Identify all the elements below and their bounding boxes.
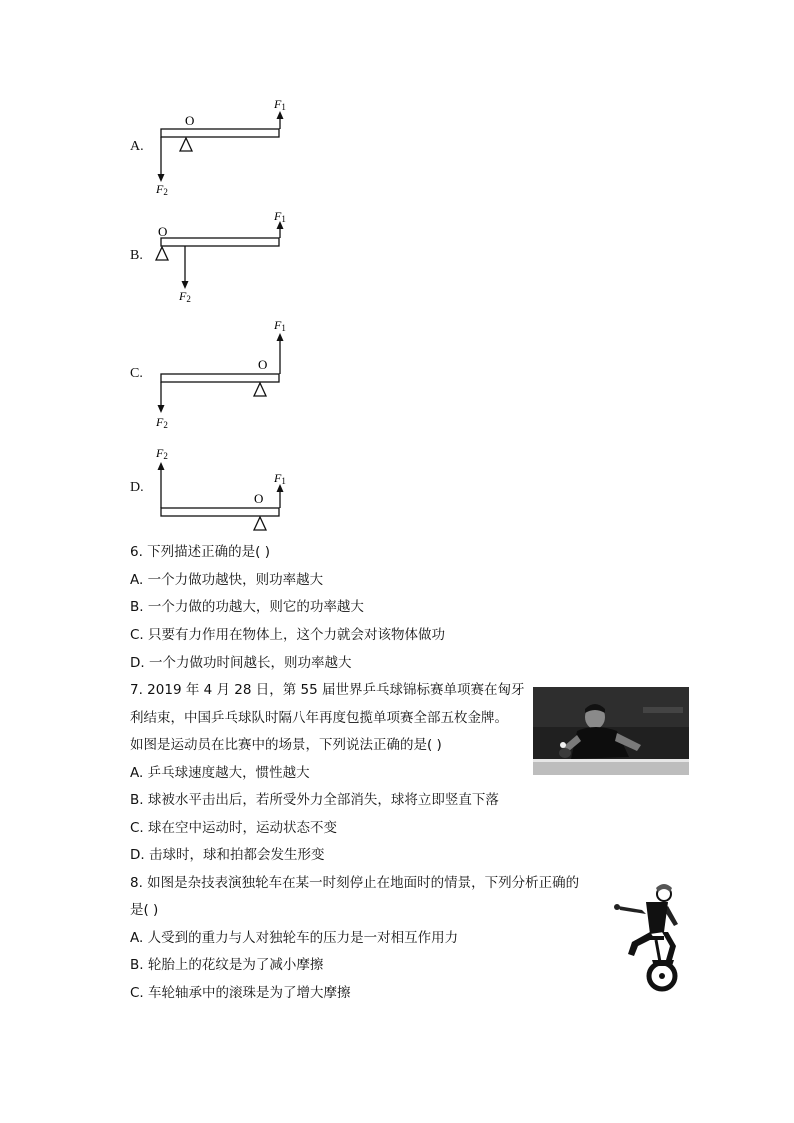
table-tennis-player-image <box>533 687 689 775</box>
f2-label: F2 <box>156 182 168 197</box>
lever-bar <box>161 508 279 516</box>
f1-label: F1 <box>274 471 286 486</box>
pivot-label: O <box>254 491 264 506</box>
diagram-c <box>0 312 794 437</box>
f1-label: F1 <box>274 209 286 224</box>
q6-option-d: D. 一个力做功时间越长，则功率越大 <box>130 655 352 671</box>
lever-bar <box>161 129 279 137</box>
q7-stem-line-1: 7. 2019 年 4 月 28 日，第 55 届世界乒乓球锦标赛单项赛在匈牙 <box>130 682 525 698</box>
q7-option-d: D. 击球时，球和拍都会发生形变 <box>130 847 325 863</box>
lever-bar <box>161 374 279 382</box>
q8-stem-line-1: 8. 如图是杂技表演独轮车在某一时刻停止在地面时的情景，下列分析正确的 <box>130 875 580 891</box>
diagram-d <box>0 440 794 540</box>
q7-option-c: C. 球在空中运动时，运动状态不变 <box>130 820 338 836</box>
f1-label: F1 <box>274 318 286 333</box>
fulcrum-triangle <box>156 247 168 260</box>
f2-label: F2 <box>156 415 168 430</box>
q7-stem-line-3: 如图是运动员在比赛中的场景，下列说法正确的是( ) <box>130 737 442 753</box>
f2-label: F2 <box>179 289 191 304</box>
q8-option-c: C. 车轮轴承中的滚珠是为了增大摩擦 <box>130 985 351 1001</box>
q6-option-c: C. 只要有力作用在物体上，这个力就会对该物体做功 <box>130 627 446 643</box>
q8-stem-line-2: 是( ) <box>130 902 159 918</box>
unicycle-figure <box>612 880 694 996</box>
pivot-label: O <box>258 357 268 372</box>
q6-option-a: A. 一个力做功越快，则功率越大 <box>130 572 324 588</box>
lever-diagram-d <box>0 440 794 540</box>
fulcrum-triangle <box>254 383 266 396</box>
q6-option-b: B. 一个力做的功越大，则它的功率越大 <box>130 599 364 615</box>
diagram-a <box>0 0 794 210</box>
option-a-label: A. <box>130 139 144 154</box>
table-tennis-photo <box>533 687 689 775</box>
fulcrum-triangle <box>254 517 266 530</box>
f2-label: F2 <box>156 446 168 461</box>
q8-option-a: A. 人受到的重力与人对独轮车的压力是一对相互作用力 <box>130 930 459 946</box>
diagram-b <box>0 205 794 315</box>
unicycle-performer-image <box>612 880 694 996</box>
lever-diagram-a <box>0 0 794 210</box>
lever-diagram-b <box>0 205 794 315</box>
fulcrum-triangle <box>180 138 192 151</box>
q7-option-a: A. 乒乓球速度越大，惯性越大 <box>130 765 310 781</box>
lever-bar <box>161 238 279 246</box>
q7-stem-line-2: 利结束，中国乒乓球队时隔八年再度包揽单项赛全部五枚金牌。 <box>130 710 508 726</box>
q7-option-b: B. 球被水平击出后，若所受外力全部消失，球将立即竖直下落 <box>130 792 499 808</box>
option-b-label: B. <box>130 248 143 263</box>
pivot-label: O <box>158 224 168 239</box>
option-c-label: C. <box>130 366 143 381</box>
lever-diagram-c <box>0 312 794 437</box>
f1-label: F1 <box>274 97 286 112</box>
q8-option-b: B. 轮胎上的花纹是为了减小摩擦 <box>130 957 324 973</box>
q6-stem: 6. 下列描述正确的是( ) <box>130 544 270 560</box>
pivot-label: O <box>185 113 195 128</box>
option-d-label: D. <box>130 480 144 495</box>
